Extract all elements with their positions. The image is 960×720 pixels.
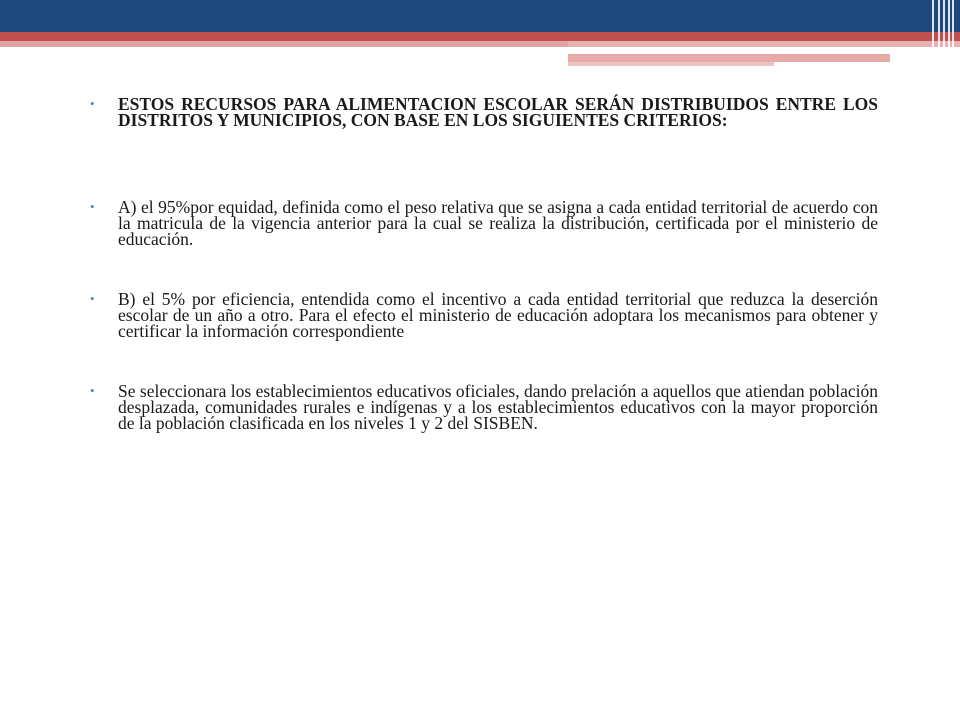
bullet-marker-icon: • xyxy=(90,96,95,111)
banner-pink-band-lower xyxy=(568,54,890,62)
banner-pink-band-right xyxy=(568,41,960,47)
banner-stripe xyxy=(932,0,934,70)
bullet-text: A) el 95%por equidad, definida como el peso relativa que se asigna a cada entidad territorial de acuerdo con la matricula de la vigencia anterior para la cual se realiza la distribución, certificada por el ministerio de educación. xyxy=(118,197,878,249)
slide-body xyxy=(88,96,878,431)
banner-accent-line xyxy=(775,51,890,53)
bullet-marker-icon: • xyxy=(90,199,95,214)
bullet-item xyxy=(88,291,878,339)
slide-header-banner xyxy=(0,0,960,70)
bullet-item xyxy=(88,199,878,247)
banner-red-band xyxy=(0,32,960,41)
bullet-text: B) el 5% por eficiencia, entendida como el incentivo a cada entidad territorial que reduzca la deserción escolar de un año a otro. Para el efecto el ministerio de educación adoptara los mecanismos para obtener y certificar la información correspondiente xyxy=(118,289,878,341)
banner-pink-band-bottom xyxy=(568,62,774,66)
banner-stripe xyxy=(938,0,940,70)
bullet-marker-icon: • xyxy=(90,291,95,306)
banner-pink-band-left xyxy=(0,41,568,47)
bullet-text: ESTOS RECURSOS PARA ALIMENTACION ESCOLAR SERÁN DISTRIBUIDOS ENTRE LOS DISTRITOS Y MUNICIPIOS, CON BASE EN LOS SIGUIENTES CRITERIOS: xyxy=(118,94,878,130)
banner-navy-band xyxy=(0,0,960,32)
bullet-item xyxy=(88,96,878,128)
bullet-text: Se seleccionara los establecimientos educativos oficiales, dando prelación a aquellos que atiendan población desplazada, comunidades rurales e indígenas y a los establecimientos educativos con la mayor proporción de la población clasificada en los niveles 1 y 2 del SISBEN. xyxy=(118,381,878,433)
bullet-item xyxy=(88,383,878,431)
banner-stripe xyxy=(943,0,945,70)
bullet-marker-icon: • xyxy=(90,383,95,398)
banner-stripe xyxy=(948,0,950,70)
banner-stripe xyxy=(952,0,954,70)
